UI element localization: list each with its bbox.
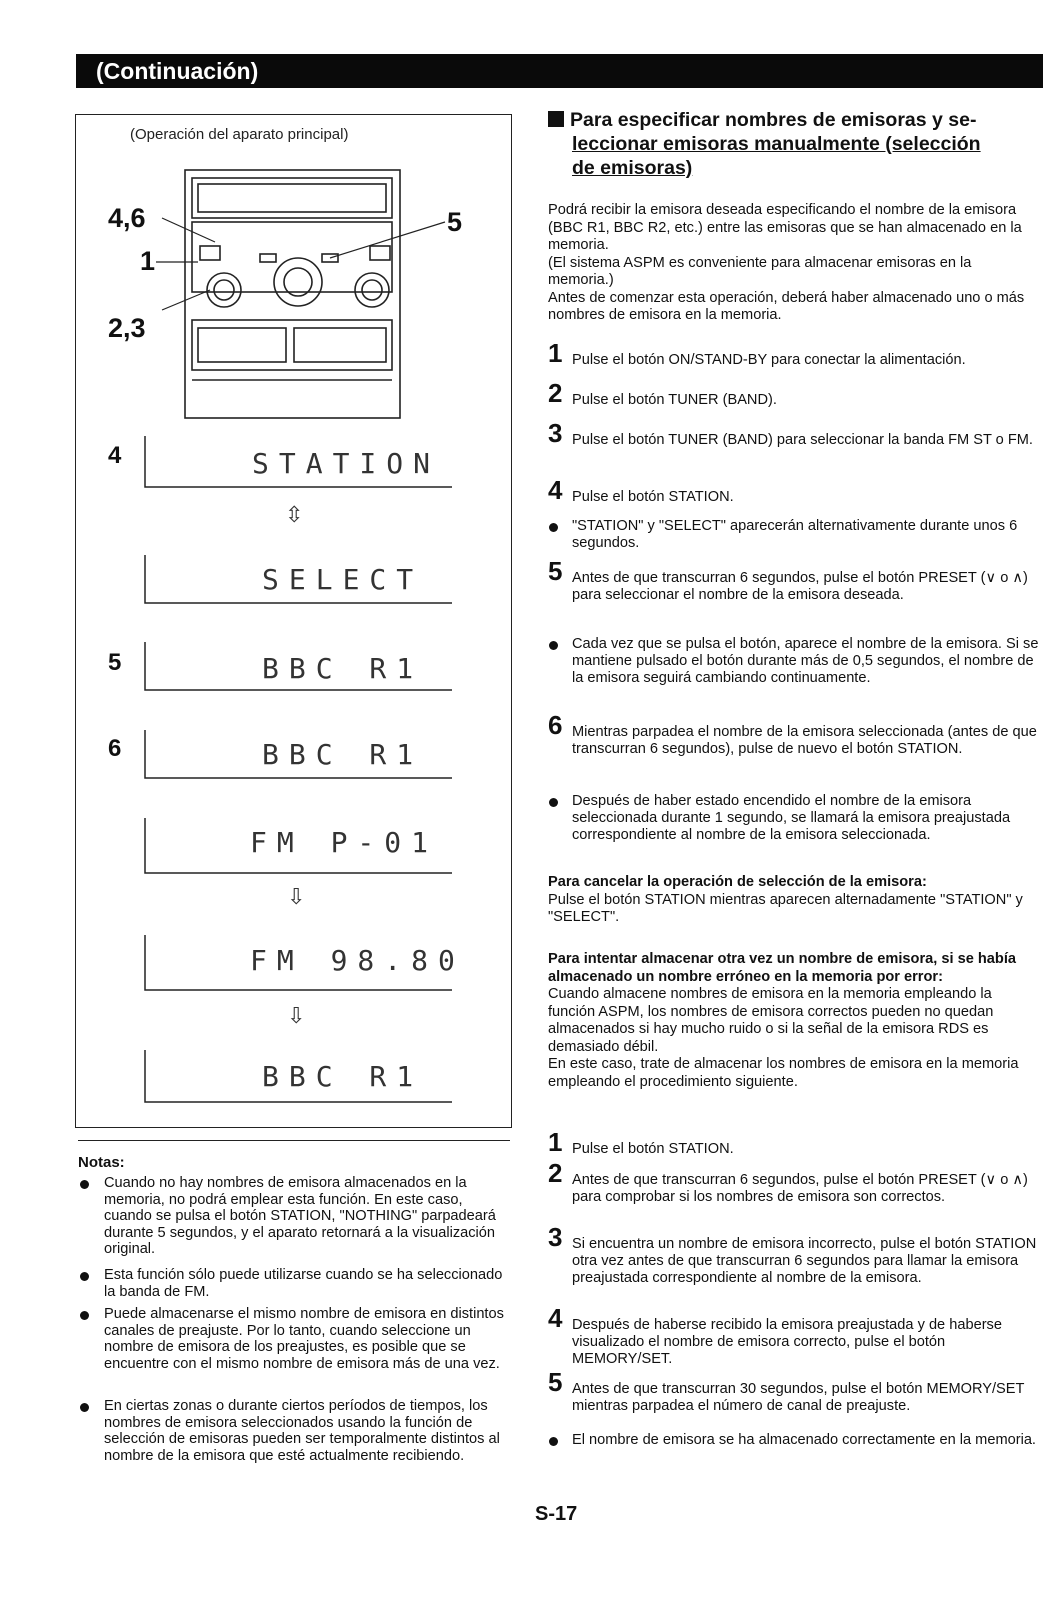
retry-block [548,951,1040,1091]
cancel-block [548,874,1040,927]
retry-step-1: 1 Pulse el botón STATION. [548,1127,734,1157]
display-fm-freq: FM 98.80 [250,944,465,977]
retry-bullet: El nombre de emisora se ha almacenado correctamente en la memoria. [548,1432,1042,1449]
note-item: En ciertas zonas o durante ciertos períodos de tiempos, los nombres de emisora seleccionados usando la función de selección de emisoras pueden ser temporalmente distintos al nombre de la emisora que esté actualmente recibiendo. [78,1398,510,1464]
intro-paragraph: Antes de comenzar esta operación, deberá haber almacenado uno o más nombres de emisora en la memoria. [548,289,1025,323]
figure-step-5: 5 [108,649,122,676]
retry-step-2: 2 Antes de que transcurran 6 segundos, pulse el botón PRESET (∨ o ∧) para comprobar si los nombres de emisora son correctos. [548,1158,1028,1205]
step-1: 1 Pulse el botón ON/STAND-BY para conectar la alimentación. [548,338,966,368]
down-arrow-icon: ⇩ [287,1003,306,1028]
display-bbc-r1: BBC R1 [262,738,424,771]
step-4: 4 Pulse el botón STATION. [548,475,734,505]
retry-step-5: 5 Antes de que transcurran 30 segundos, pulse el botón MEMORY/SET mientras parpadea el número de canal de preajuste. [548,1367,1025,1414]
display-bbc-r1-final: BBC R1 [262,1060,424,1093]
callout-5: 5 [447,207,463,237]
figure-step-4: 4 [108,442,122,469]
bullet-step-4: "STATION" y "SELECT" aparecerán alternativamente durante unos 6 segundos. [548,518,1042,552]
cancel-title: Para cancelar la operación de selección de la emisora: [548,874,927,890]
retry-text: En este caso, trate de almacenar los nombres de emisora en la memoria empleando el procedimiento siguiente. [548,1056,1019,1090]
banner-title: (Continuación) [96,58,259,84]
note-item: Puede almacenarse el mismo nombre de emisora en distintos canales de preajuste. Por lo tanto, cuando seleccione un nombre de emisora de los preajustes, es posible que se encuentre con el mismo nombre de emisora más de una vez. [78,1306,510,1372]
notes-title: Notas: [78,1154,125,1171]
bullet-step-6: Después de haber estado encendido el nombre de la emisora seleccionada durante 1 segundo, se llamará la emisora preajustada correspondiente al nombre de la emisora seleccionada. [548,793,1042,844]
intro-paragraph: (El sistema ASPM es conveniente para almacenar emisoras en la memoria.) [548,254,972,288]
page-number: S-17 [535,1503,578,1525]
retry-text: Cuando almacene nombres de emisora en la memoria empleando la función ASPM, los nombres de emisora correctos pueden no quedan almacenados si hay mucho ruido o si la señal de la emisora RDS es demasiado débil. [548,986,994,1055]
bullet-step-5: Cada vez que se pulsa el botón, aparece el nombre de la emisora. Si se mantiene pulsado el botón durante más de 0,5 segundos, el nombre de la emisora seguirá cambiando continuamente. [548,636,1042,687]
intro-block [548,202,1040,325]
cancel-text: Pulse el botón STATION mientras aparecen alternadamente "STATION" y "SELECT". [548,891,1023,925]
display-station: STATION [252,447,441,480]
step-3: 3 Pulse el botón TUNER (BAND) para seleccionar la banda FM ST o FM. [548,418,1033,448]
retry-title: Para intentar almacenar otra vez un nombre de emisora, si se había almacenado un nombre erróneo en la memoria por error: [548,951,1016,985]
figure-caption: (Operación del aparato principal) [130,126,349,143]
note-item: Esta función sólo puede utilizarse cuando se ha seleccionado la banda de FM. [78,1267,510,1300]
display-fm-p01: FM P-01 [250,826,439,859]
down-arrow-icon: ⇩ [287,884,306,909]
step-6: 6 Mientras parpadea el nombre de la emisora seleccionada (antes de que transcurran 6 segundos), pulse de nuevo el botón STATION. [548,710,1037,757]
square-bullet-icon [548,111,564,127]
note-item: Cuando no hay nombres de emisora almacenados en la memoria, no podrá emplear esta función. En este caso, cuando se pulsa el botón STATION, "NOTHING" parpadeará durante 5 segundos, y el aparato retornará a la visualización original. [78,1175,510,1258]
callout-2-3: 2,3 [108,313,146,343]
callout-1: 1 [140,246,156,276]
display-bbc-r1-blink: BBC R1 [262,652,424,685]
retry-step-3: 3 Si encuentra un nombre de emisora incorrecto, pulse el botón STATION otra vez antes de que transcurran 6 segundos para llamar la emisora preajustada correspondiente al nombre de la emisora. [548,1222,1037,1286]
section-heading: Para especificar nombres de emisoras y se- leccionar emisoras manualmente (selección de emisoras) [548,108,1043,180]
figure-step-6: 6 [108,735,122,762]
display-select: SELECT [262,563,424,596]
intro-paragraph: Podrá recibir la emisora deseada especificando el nombre de la emisora (BBC R1, BBC R2, etc.) entre las emisoras que se han almacenado en la memoria. [548,202,1022,253]
step-5: 5 Antes de que transcurran 6 segundos, pulse el botón PRESET (∨ o ∧) para seleccionar el nombre de la emisora deseada. [548,556,1028,603]
notes-divider [78,1140,510,1141]
step-2: 2 Pulse el botón TUNER (BAND). [548,378,777,408]
stereo-unit-illustration [80,150,510,420]
retry-step-4: 4 Después de haberse recibido la emisora preajustada y de haberse visualizado el nombre de emisora correcto, pulse el botón MEMORY/SET. [548,1303,1002,1367]
alternate-arrow-icon: ⇳ [285,502,304,527]
callout-4-6: 4,6 [108,203,146,233]
